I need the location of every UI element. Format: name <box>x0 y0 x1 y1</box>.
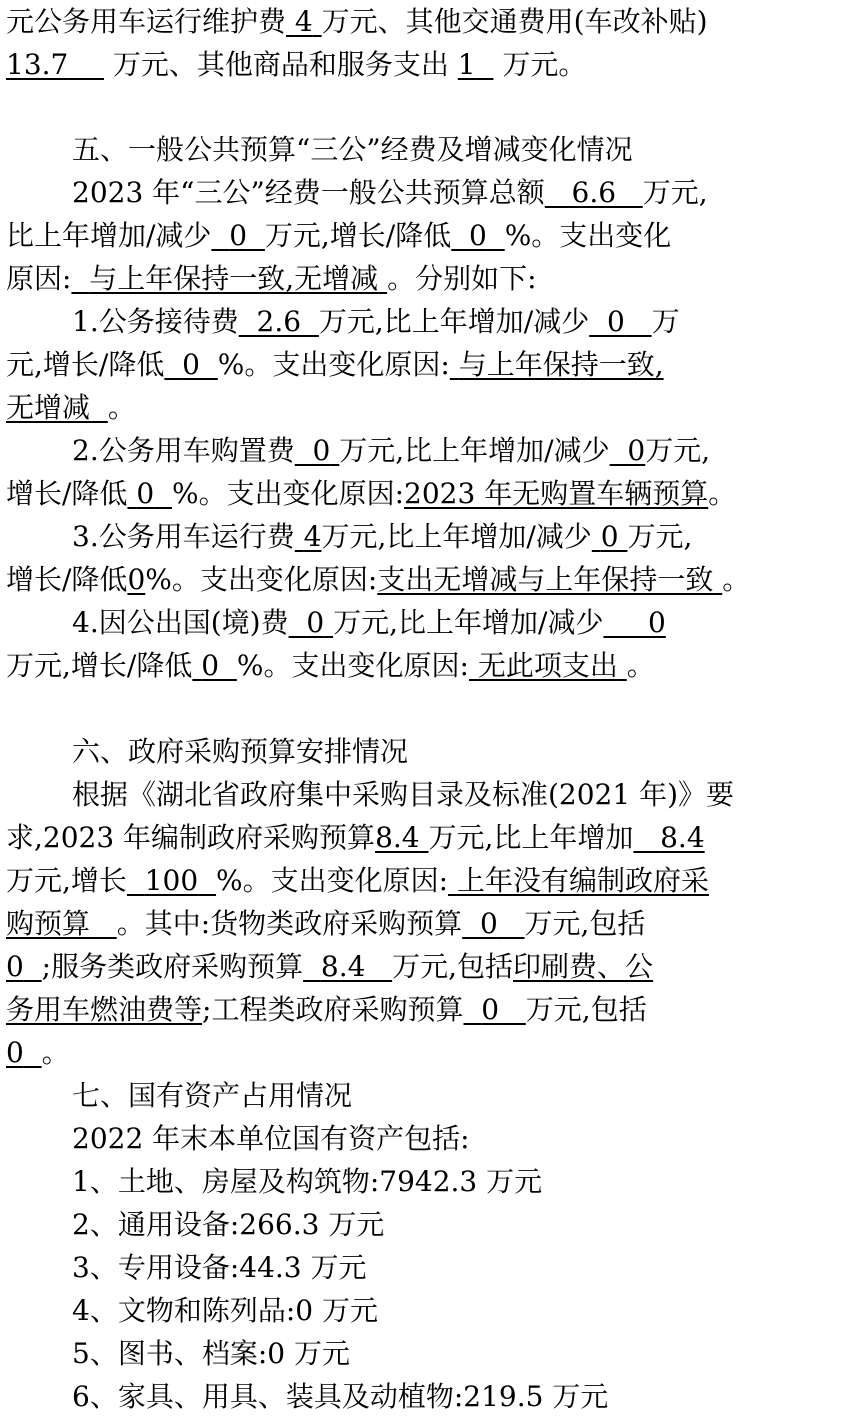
fill-value: 4 <box>303 520 322 553</box>
text-segment: 2、通用设备:266.3 万元 <box>72 1208 385 1241</box>
text-segment: 万元,比上年增加/减少 <box>318 305 590 338</box>
underlined-value <box>448 864 709 897</box>
underlined-value <box>463 993 525 1026</box>
text-segment: %。支出变化原因: <box>171 477 405 510</box>
fill-value: 0 <box>481 993 500 1026</box>
text-segment: 3、专用设备:44.3 万元 <box>72 1251 367 1284</box>
fill-value: 0 <box>182 348 200 381</box>
text-line <box>6 347 664 387</box>
underlined-value <box>239 305 319 338</box>
text-segment: 万元、其他交通费用(车改补贴) <box>321 5 708 38</box>
section-heading-seven <box>72 1078 352 1118</box>
fill-value: 上年没有编制政府采 <box>456 864 709 897</box>
text-line <box>72 777 734 817</box>
fill-value: 0 <box>306 606 325 639</box>
underlined-value <box>192 649 237 682</box>
text-line <box>6 820 705 860</box>
text-segment: 增长/降低 <box>6 477 128 510</box>
underlined-value <box>289 606 334 639</box>
underlined-value <box>303 950 392 983</box>
text-line <box>72 304 680 344</box>
text-segment: 万元,比上年增加 <box>428 821 634 854</box>
text-segment: %。支出变化 <box>504 219 672 252</box>
text-segment: 万元,比上年增加/减少 <box>339 434 610 467</box>
text-line <box>6 906 645 946</box>
underlined-value <box>127 864 216 897</box>
text-segment: 。 <box>708 477 737 510</box>
text-segment: 求,2023 年编制政府采购预算 <box>6 821 376 854</box>
text-line <box>6 562 750 602</box>
underlined-value <box>603 606 665 639</box>
text-segment: 原因: <box>6 262 72 295</box>
fill-value: 0 <box>6 950 24 983</box>
asset-list-item <box>72 1207 384 1247</box>
fill-value: 印刷费、公 <box>513 950 654 983</box>
text-segment: 。 <box>41 1036 70 1069</box>
text-segment: 比上年增加/减少 <box>6 219 212 252</box>
text-segment: 万元,包括 <box>524 907 646 940</box>
asset-list-item <box>72 1293 378 1333</box>
text-line <box>72 1121 470 1161</box>
underlined-value <box>513 950 653 983</box>
text-segment: 万元,包括 <box>392 950 514 983</box>
text-line <box>6 47 586 87</box>
text-segment: 增长/降低 <box>6 563 128 596</box>
underlined-value <box>592 520 628 553</box>
fill-value: 无增减 <box>6 391 91 424</box>
fill-value: 与上年保持一致,无增减 <box>89 262 379 295</box>
text-segment: %。支出变化原因: <box>217 348 450 381</box>
underlined-value <box>450 348 664 381</box>
underlined-value <box>71 262 387 295</box>
text-segment: 万元。 <box>502 48 587 81</box>
text-segment: 万元,包括 <box>525 993 647 1026</box>
underlined-value <box>127 477 172 510</box>
text-line <box>6 648 655 688</box>
fill-value: 6.6 <box>571 176 617 209</box>
heading-text: 六、政府采购预算安排情况 <box>72 735 409 768</box>
fill-value: 务用车燃油费等 <box>6 993 203 1026</box>
text-segment: 4.因公出国(境)费 <box>72 606 289 639</box>
text-segment: 万元,比上年增加/减少 <box>321 520 592 553</box>
text-segment: 万元、其他商品和服务支出 <box>112 48 449 81</box>
underlined-value <box>610 434 646 467</box>
text-segment: 。分别如下: <box>387 262 537 295</box>
text-line <box>6 390 136 430</box>
section-heading-six <box>72 734 408 774</box>
text-line <box>6 1035 70 1075</box>
underlined-value <box>6 1036 42 1069</box>
underlined-value <box>633 821 704 854</box>
text-segment: 1.公务接待费 <box>72 305 239 338</box>
text-line <box>72 519 692 559</box>
text-segment: 6、家具、用具、装具及动植物:219.5 万元 <box>72 1380 609 1413</box>
underlined-value <box>295 520 322 553</box>
underlined-value <box>589 305 651 338</box>
text-segment: 万元,增长/降低 <box>264 219 452 252</box>
underlined-value <box>211 219 264 252</box>
underlined-value <box>164 348 217 381</box>
fill-value: 0 <box>600 520 619 553</box>
heading-text: 五、一般公共预算“三公”经费及增减变化情况 <box>72 133 633 166</box>
fill-value: 8.4 <box>660 821 705 854</box>
underlined-value <box>127 563 145 596</box>
text-segment: 2022 年末本单位国有资产包括: <box>72 1122 470 1155</box>
underlined-value <box>6 907 117 940</box>
fill-value: 0 <box>201 649 220 682</box>
fill-value: 0 <box>479 907 498 940</box>
text-segment: 。其中:货物类政府采购预算 <box>116 907 463 940</box>
text-segment: 5、图书、档案:0 万元 <box>72 1337 350 1370</box>
underlined-value <box>545 176 643 209</box>
text-segment: 万元, <box>642 176 708 209</box>
fill-value: 4 <box>294 5 313 38</box>
fill-value: 0 <box>6 1036 24 1069</box>
fill-value: 0 <box>229 219 248 252</box>
underlined-value <box>286 5 322 38</box>
asset-list-item <box>72 1336 350 1376</box>
text-segment: 。 <box>722 563 751 596</box>
underlined-value <box>6 950 42 983</box>
fill-value: 与上年保持一致, <box>458 348 664 381</box>
fill-value: 0 <box>627 434 646 467</box>
text-line <box>72 175 708 215</box>
underlined-value <box>6 391 108 424</box>
text-segment: 3.公务用车运行费 <box>72 520 295 553</box>
section-heading-five <box>72 132 633 172</box>
text-segment: 1、土地、房屋及构筑物:7942.3 万元 <box>72 1165 543 1198</box>
underlined-value <box>295 434 340 467</box>
text-line <box>6 4 708 44</box>
underlined-value <box>458 48 494 81</box>
text-segment: 万元,增长 <box>6 864 127 897</box>
underlined-value <box>451 219 504 252</box>
text-segment: ;服务类政府采购预算 <box>41 950 304 983</box>
text-line <box>6 992 647 1032</box>
fill-value: 无此项支出 <box>477 649 618 682</box>
text-line <box>6 261 537 301</box>
fill-value: 13.7 <box>6 48 69 81</box>
fill-value: 0 <box>469 219 487 252</box>
text-segment: 元,增长/降低 <box>6 348 165 381</box>
text-segment: 万元,比上年增加/减少 <box>333 606 604 639</box>
underlined-value <box>377 563 722 596</box>
text-segment: 2023 年“三公”经费一般公共预算总额 <box>72 176 545 209</box>
text-segment: 万 <box>651 305 680 338</box>
fill-value: 0 <box>136 477 155 510</box>
heading-text: 七、国有资产占用情况 <box>72 1079 353 1112</box>
text-line <box>72 605 666 645</box>
text-segment: 根据《湖北省政府集中采购目录及标准(2021 年)》要 <box>72 778 735 811</box>
underlined-value <box>375 821 428 854</box>
underlined-value <box>404 477 708 510</box>
asset-list-item <box>72 1164 542 1204</box>
fill-value: 0 <box>647 606 666 639</box>
text-segment: 。 <box>107 391 136 424</box>
fill-value: 100 <box>144 864 199 897</box>
underlined-value <box>462 907 524 940</box>
text-line <box>6 476 736 516</box>
text-segment: %。支出变化原因: <box>215 864 449 897</box>
fill-value: 8.4 <box>375 821 420 854</box>
fill-value: 1 <box>457 48 476 81</box>
fill-value: 8.4 <box>320 950 366 983</box>
underlined-value <box>6 48 104 81</box>
asset-list-item <box>72 1250 367 1290</box>
underlined-value <box>469 649 627 682</box>
text-segment: ;工程类政府采购预算 <box>202 993 464 1026</box>
text-line <box>6 218 671 258</box>
text-line <box>72 433 710 473</box>
text-segment: %。支出变化原因: <box>236 649 469 682</box>
underlined-value <box>6 993 202 1026</box>
fill-value: 0 <box>312 434 331 467</box>
fill-value: 2023 年无购置车辆预算 <box>404 477 709 510</box>
fill-value: 支出无增减与上年保持一致 <box>377 563 714 596</box>
text-segment: 4、文物和陈列品:0 万元 <box>72 1294 378 1327</box>
fill-value: 0 <box>607 305 625 338</box>
fill-value: 购预算 <box>6 907 91 940</box>
fill-value: 0 <box>127 563 146 596</box>
text-segment: 万元,增长/降低 <box>6 649 193 682</box>
text-segment: 。 <box>626 649 655 682</box>
asset-list-item <box>72 1379 608 1419</box>
text-line <box>6 863 709 903</box>
text-line <box>6 949 653 989</box>
text-segment: 元公务用车运行维护费 <box>6 5 287 38</box>
fill-value: 2.6 <box>256 305 302 338</box>
text-segment: %。支出变化原因: <box>145 563 378 596</box>
text-segment: 万元, <box>645 434 711 467</box>
text-segment: 万元, <box>627 520 693 553</box>
text-segment: 2.公务用车购置费 <box>72 434 295 467</box>
